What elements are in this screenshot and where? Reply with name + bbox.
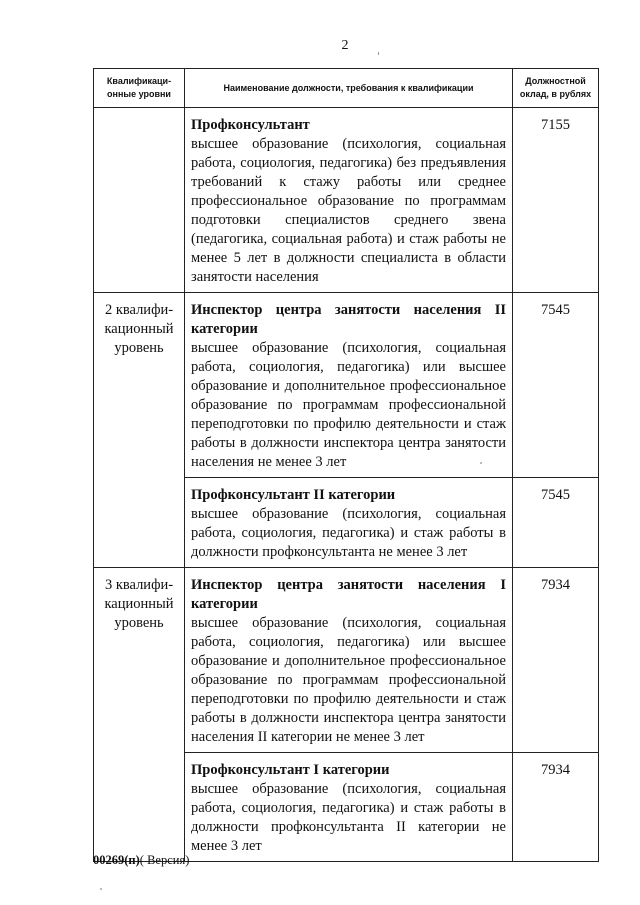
position-requirements: высшее образование (психология, социальная работа, социология, педагогика) или высшее образование и дополнительное профессиональное образование по программам профессиональной переподготовки по профилю деятельности и стаж работы в должности инспектора центра занятости населения не менее 3 лет: [191, 340, 506, 471]
level-cell: 2 квалифи-кационный уровень: [94, 293, 185, 568]
header-levels: Квалификаци-онные уровни: [94, 69, 185, 108]
qualification-table: [93, 68, 599, 862]
page-number: 2: [341, 38, 349, 53]
position-requirements: высшее образование (психология, социальная работа, социология, педагогика) без предъявления требований к стажу работы или среднее профессиональное образование по программам подготовки специалистов среднего звена (педагогика, социальная работа) и стаж работы не менее 5 лет в должности специалиста в области занятости населения: [191, 136, 506, 286]
salary-cell: 7934: [513, 753, 599, 862]
position-title: Инспектор центра занятости населения II категории: [191, 302, 506, 338]
salary-cell: 7545: [513, 293, 599, 478]
document-version: ( Версия): [139, 853, 190, 867]
level-cell: 3 квалифи-кационный уровень: [94, 568, 185, 862]
position-cell: [185, 568, 513, 753]
level-cell: [94, 108, 185, 293]
position-requirements: высшее образование (психология, социальная работа, социология, педагогика) или высшее образование и дополнительное профессиональное образование по программам профессиональной переподготовки по профилю деятельности и стаж работы в должности инспектора центра занятости населения II категории не менее 3 лет: [191, 615, 506, 746]
salary-cell: 7934: [513, 568, 599, 753]
position-cell: [185, 478, 513, 568]
position-cell: [185, 753, 513, 862]
salary-cell: 7155: [513, 108, 599, 293]
position-title: Профконсультант: [191, 117, 310, 134]
table-row: [94, 108, 599, 293]
scan-mark: [378, 52, 379, 55]
header-position: Наименование должности, требования к квалификации: [185, 69, 513, 108]
position-title: Профконсультант II категории: [191, 487, 396, 504]
table-header-row: [94, 69, 599, 108]
document-code: [93, 853, 189, 868]
header-salary: Должностной оклад, в рублях: [513, 69, 599, 108]
position-title: Профконсультант I категории: [191, 762, 390, 779]
scan-mark: [480, 462, 482, 464]
position-requirements: высшее образование (психология, социальная работа, социология, педагогика) и стаж работы в должности профконсультанта II категории не менее 3 лет: [191, 781, 506, 855]
position-title: Инспектор центра занятости населения I категории: [191, 577, 506, 613]
position-cell: [185, 293, 513, 478]
position-cell: [185, 108, 513, 293]
table-row: [94, 293, 599, 478]
document-code-number: 00269(п): [93, 853, 140, 867]
position-requirements: высшее образование (психология, социальная работа, социология, педагогика) и стаж работы в должности профконсультанта не менее 3 лет: [191, 506, 506, 561]
salary-cell: 7545: [513, 478, 599, 568]
scan-mark: [100, 888, 102, 890]
table-row: [94, 568, 599, 753]
